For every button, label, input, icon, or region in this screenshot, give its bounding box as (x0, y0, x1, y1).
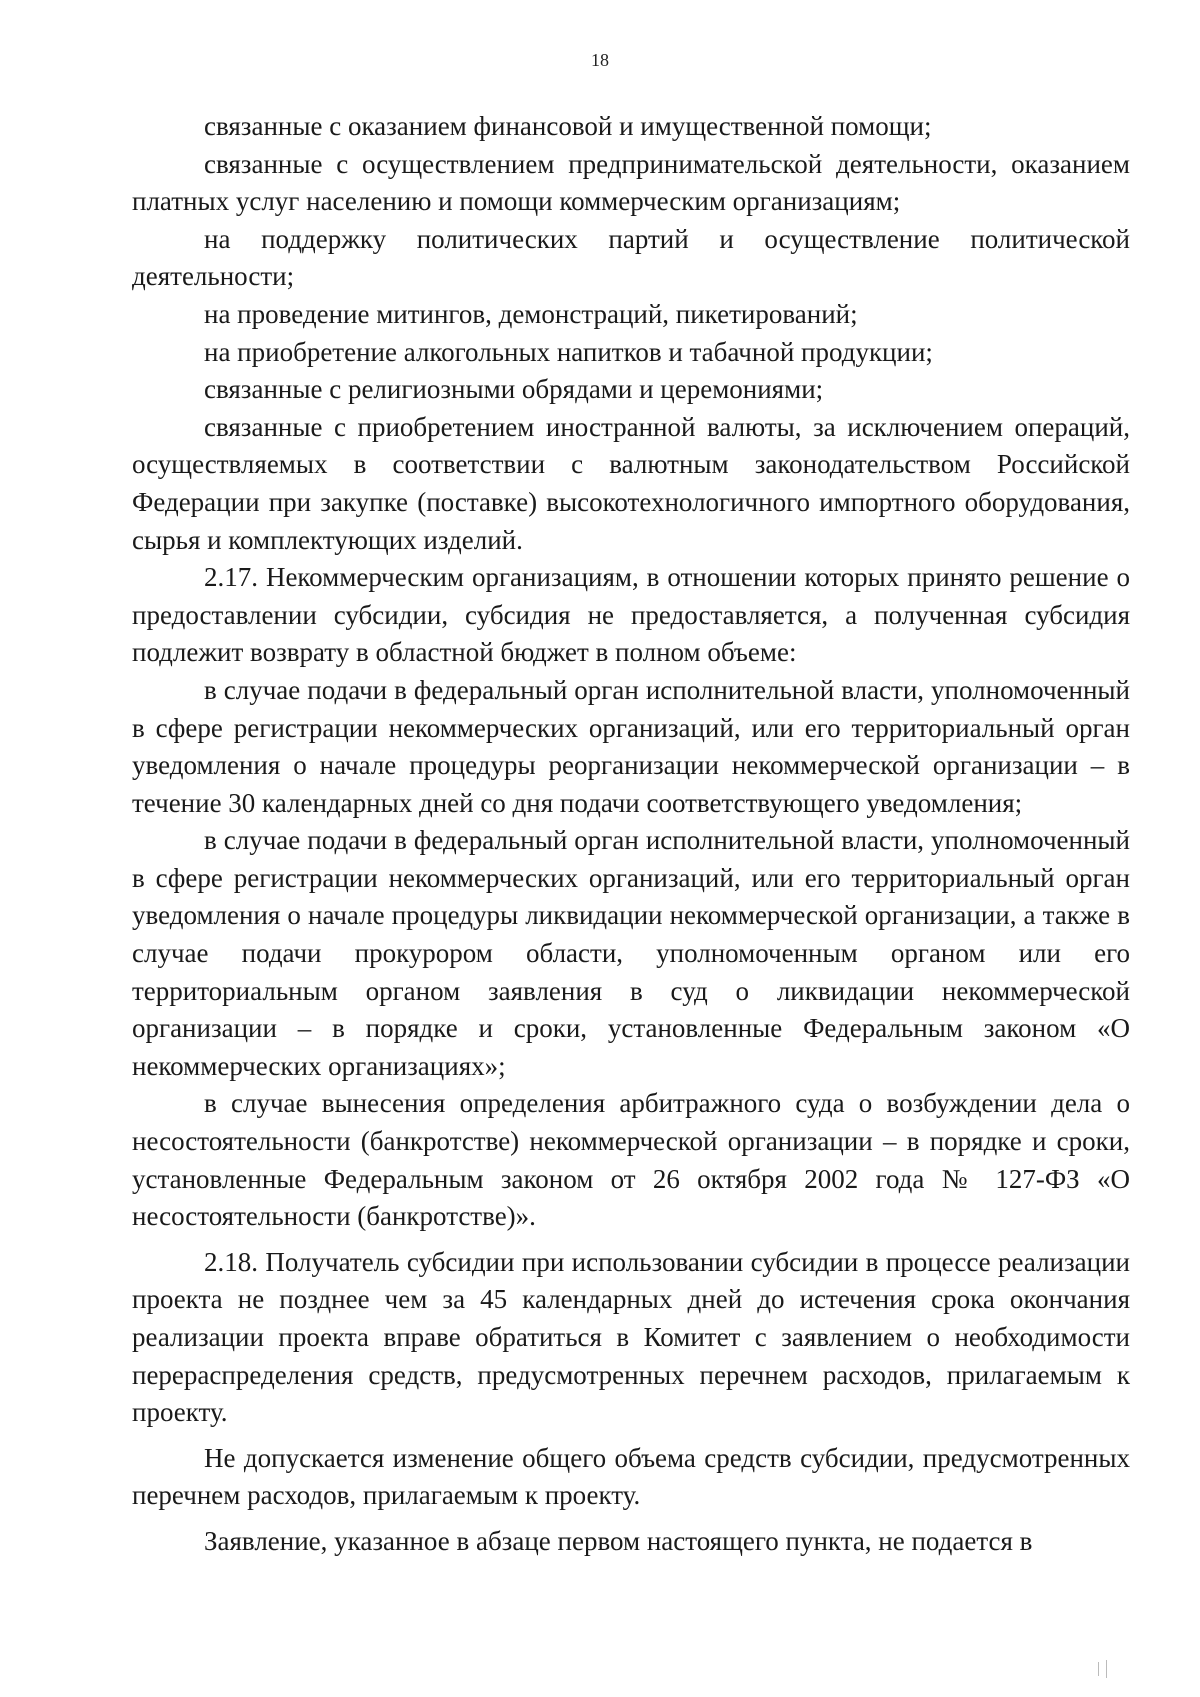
clause-2-17-case-liquidation: в случае подачи в федеральный орган исполнительной власти, уполномоченный в сфере регистрации некоммерческих организаций, или его территориальный орган уведомления о начале процедуры ликвидации некоммерческой организации, а также в случае подачи прокурором области, уполномоченным органом или его территориальным органом заявления в суд о ликвидации некоммерческой организации – в порядке и сроки, установленные Федеральным законом «О некоммерческих организациях»; (132, 825, 1130, 1081)
scan-mark (1098, 1662, 1099, 1676)
clause-2-18-application: Заявление, указанное в абзаце первом настоящего пункта, не подается в (204, 1525, 1033, 1556)
list-item-financial-aid: связанные с оказанием финансовой и имущественной помощи; (204, 111, 932, 141)
list-item-foreign-currency: связанные с приобретением иностранной валюты, за исключением операций, осуществляемых в соответствии с валютным законодательством Российской Федерации при закупке (поставке) высокотехнологичного импортного оборудования, сырья и комплектующих изделий. (132, 411, 1130, 555)
list-item-religious-rites: связанные с религиозными обрядами и церемониями; (204, 374, 824, 405)
clause-2-17-case-bankruptcy: в случае вынесения определения арбитражного суда о возбуждении дела о несостоятельности (банкротстве) некоммерческой организации – в порядке и сроки, установленные Федеральным законом от 26 октября 2002 года № 127-ФЗ «О несостоятельности (банкротстве)». (132, 1088, 1130, 1232)
list-item-entrepreneurship: связанные с осуществлением предпринимательской деятельности, оказанием платных услуг населению и помощи коммерческим организациям; (132, 148, 1130, 217)
clause-2-17-case-reorganization: в случае подачи в федеральный орган исполнительной власти, уполномоченный в сфере регистрации некоммерческих организаций, или его территориальный орган уведомления о начале процедуры реорганизации некоммерческой организации – в течение 30 календарных дней со дня подачи соответствующего уведомления; (132, 674, 1130, 818)
list-item-political-parties: на поддержку политических партий и осуществление политической деятельности; (132, 223, 1130, 292)
list-item-rallies: на проведение митингов, демонстраций, пикетирований; (204, 298, 858, 329)
page-number: 18 (591, 50, 609, 70)
clause-2-18-total-amount: Не допускается изменение общего объема средств субсидии, предусмотренных перечнем расходов, прилагаемым к проекту. (132, 1442, 1130, 1511)
scan-mark (1106, 1660, 1107, 1678)
clause-2-17: 2.17. Некоммерческим организациям, в отношении которых принято решение о предоставлении субсидии, субсидия не предоставляется, а полученная субсидия подлежит возврату в областной бюджет в полном объеме: (132, 562, 1130, 668)
list-item-alcohol-tobacco: на приобретение алкогольных напитков и табачной продукции; (204, 336, 933, 367)
document-body (132, 108, 1130, 1561)
clause-2-18: 2.18. Получатель субсидии при использовании субсидии в процессе реализации проекта не позднее чем за 45 календарных дней до истечения срока окончания реализации проекта вправе обратиться в Комитет с заявлением о необходимости перераспределения средств, предусмотренных перечнем расходов, прилагаемым к проекту. (132, 1246, 1130, 1428)
